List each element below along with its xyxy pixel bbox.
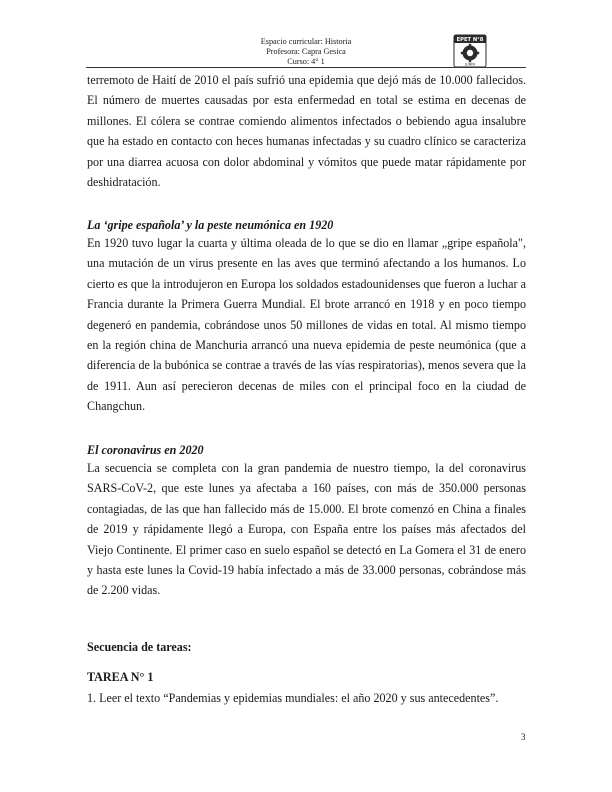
section-heading-coronavirus: El coronavirus en 2020 (87, 443, 204, 457)
logo-bottom-text: JUNÍN (464, 62, 476, 67)
logo-top-text: EPET N°8 (456, 37, 484, 44)
paragraph-cholera (87, 70, 526, 192)
paragraph-coronavirus (87, 458, 526, 601)
school-logo (453, 34, 487, 68)
task1-item-1: 1. Leer el texto “Pandemias y epidemias mundiales: el año 2020 y sus antecedentes”. (87, 691, 499, 705)
paragraph-spanish-flu-text: En 1920 tuvo lugar la cuarta y última oleada de lo que se dio en llamar „gripe española", una mutación de un virus presente en las aves que terminó afectando a los humanos. Lo cierto es que la introdujeron en Europa los soldados estadounidenses que fueron a luchar a Francia durante la Primera Guerra Mundial. El brote arrancó en 1918 y en poco tiempo degeneró en pandemia, cobrándose unos 50 millones de vidas en total. Al mismo tiempo en la región china de Manchuria arrancó una nueva epidemia de peste neumónica (que a diferencia de la bubónica se contrae a través de las vías respiratorias), menos severa que la de 1911. Aun así perecieron decenas de miles con el principal foco en la ciudad de Changchun. (87, 236, 526, 414)
paragraph-cholera-text: terremoto de Haití de 2010 el país sufrió una epidemia que dejó más de 10.000 fallecidos. El número de muertes causadas por esta enfermedad en total se estima en decenas de millones. El cólera se contrae comiendo alimentos infectados o bebiendo agua insalubre que ha estado en contacto con heces humanas infectadas y su cuadro clínico se caracteriza por una diarrea acuosa con dolor abdominal y vómitos que puede matar rápidamente por deshidratación. (87, 73, 526, 190)
task1-title: TAREA N° 1 (87, 670, 154, 684)
header-divider (86, 67, 526, 68)
page-header (0, 37, 612, 67)
header-course: Curso: 4° 1 (287, 57, 325, 66)
section-heading-spanish-flu: La ‘gripe española’ y la peste neumónica en 1920 (87, 218, 334, 232)
header-subject: Espacio curricular: Historia (260, 37, 352, 46)
header-teacher: Profesora: Capra Gesica (266, 47, 346, 56)
page-number: 3 (521, 732, 526, 742)
paragraph-spanish-flu (87, 233, 526, 417)
tasks-heading: Secuencia de tareas: (87, 640, 192, 654)
paragraph-coronavirus-text: La secuencia se completa con la gran pandemia de nuestro tiempo, la del coronavirus SARS-CoV-2, que este lunes ya afectaba a 160 países, con más de 350.000 personas contagiadas, de las que han fallecido más de 15.000. El brote comenzó en China a finales de 2019 y rápidamente llegó a Europa, con España entre los países más afectados del Viejo Continente. El primer caso en suelo español se detectó en La Gomera el 31 de enero y hasta este lunes la Covid-19 había infectado a más de 33.000 personas, cobrándose más de 2.200 vidas. (87, 461, 526, 598)
